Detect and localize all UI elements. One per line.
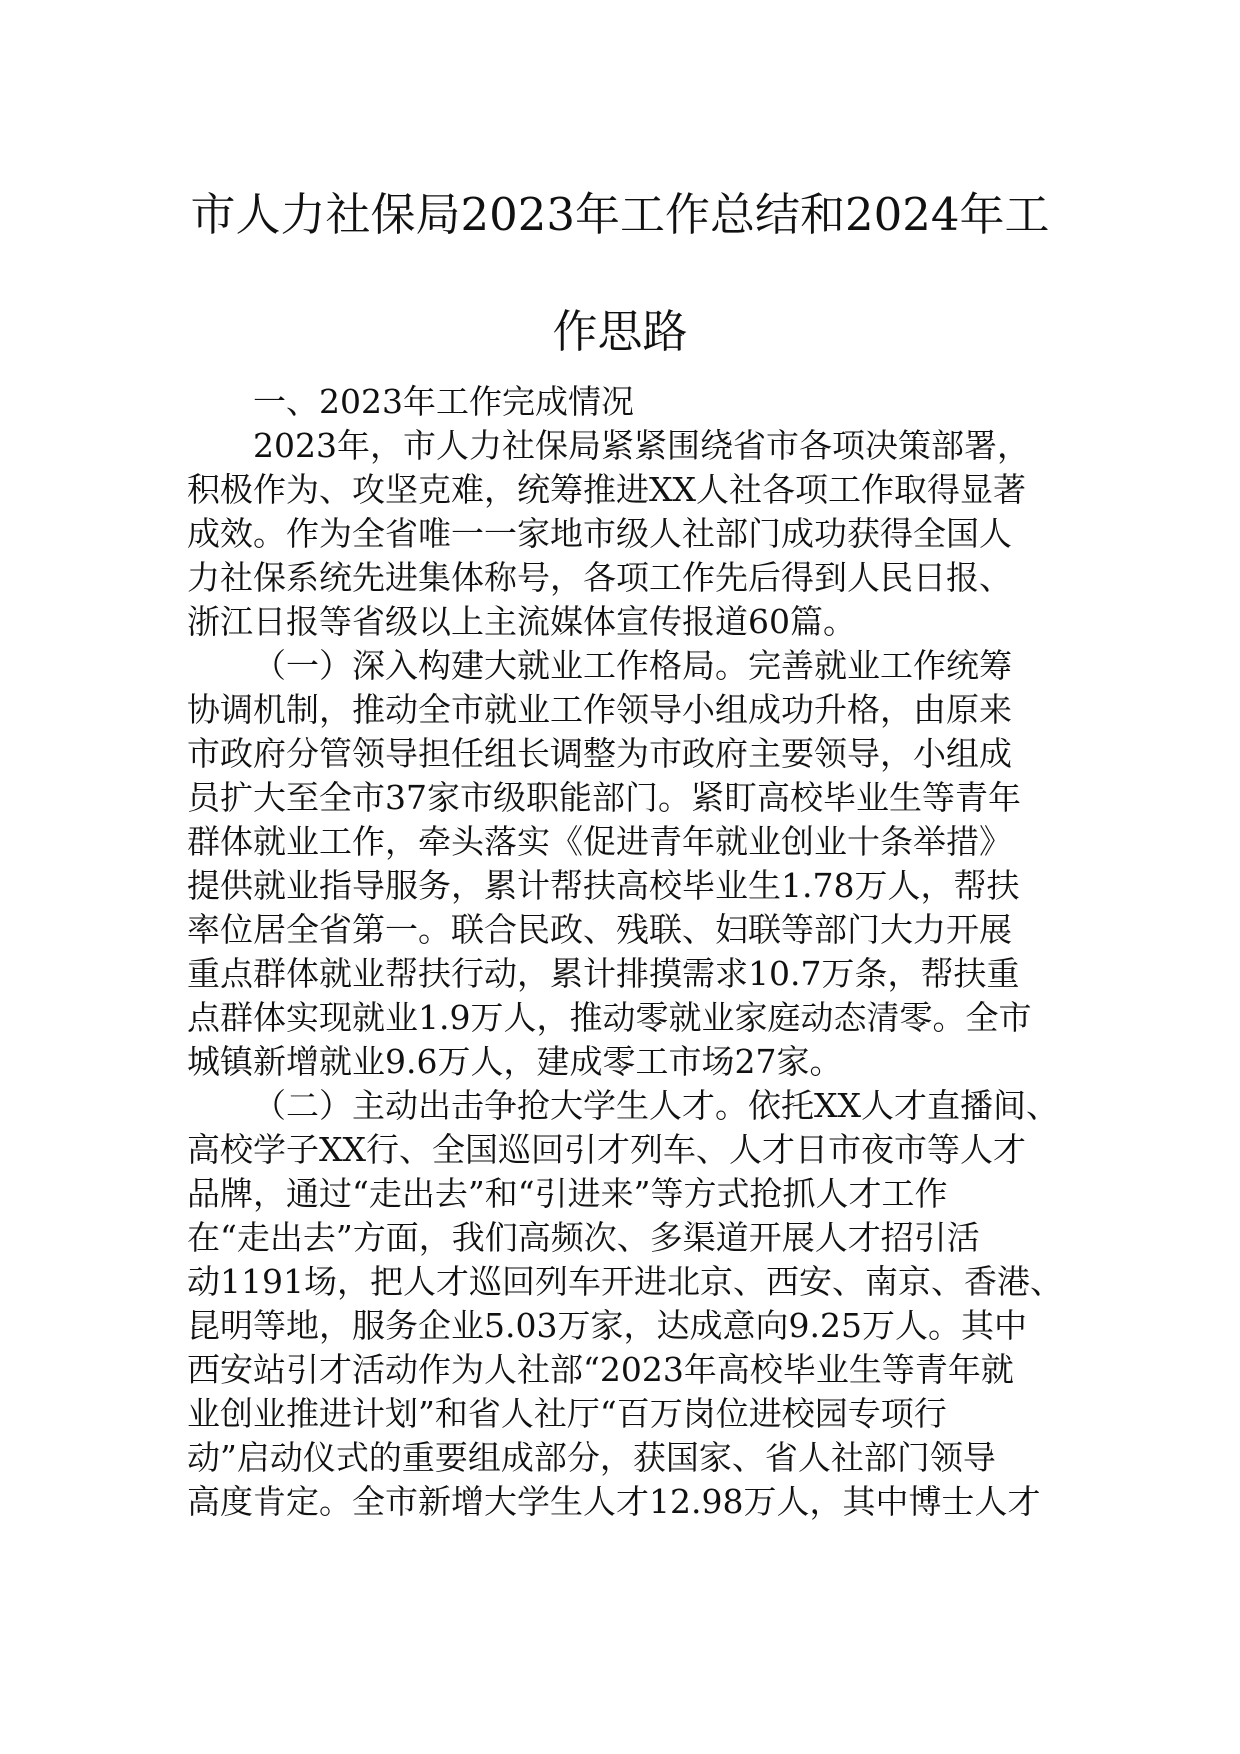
paragraph-line: 协调机制，推动全市就业工作领导小组成功升格，由原来 bbox=[187, 690, 1012, 729]
paragraph-line: 品牌，通过“走出去”和“引进来”等方式抢抓人才工作 bbox=[187, 1174, 948, 1213]
paragraph-line: 2023年，市人力社保局紧紧围绕省市各项决策部署， bbox=[253, 426, 1030, 465]
paragraph-line: （一）深入构建大就业工作格局。完善就业工作统筹 bbox=[253, 646, 1012, 685]
paragraph-line: 动”启动仪式的重要组成部分，获国家、省人社部门领导 bbox=[187, 1438, 996, 1477]
paragraph-line: 点群体实现就业1.9万人，推动零就业家庭动态清零。全市 bbox=[187, 998, 1032, 1037]
paragraph-line: 群体就业工作，牵头落实《促进青年就业创业十条举措》 bbox=[187, 822, 1012, 861]
paragraph-line: 城镇新增就业9.6万人，建成零工市场27家。 bbox=[187, 1042, 843, 1081]
paragraph-line: 提供就业指导服务，累计帮扶高校毕业生1.78万人，帮扶 bbox=[187, 866, 1020, 905]
paragraph-line: 在“走出去”方面，我们高频次、多渠道开展人才招引活 bbox=[187, 1218, 980, 1257]
section-heading: 一、2023年工作完成情况 bbox=[253, 382, 634, 421]
paragraph-line: 市政府分管领导担任组长调整为市政府主要领导，小组成 bbox=[187, 734, 1012, 773]
paragraph-line: （二）主动出击争抢大学生人才。依托XX人才直播间、 bbox=[253, 1086, 1059, 1125]
document-title-line-2: 作思路 bbox=[552, 305, 688, 358]
paragraph-line: 西安站引才活动作为人社部“2023年高校毕业生等青年就 bbox=[187, 1350, 1014, 1389]
paragraph-line: 昆明等地，服务企业5.03万家，达成意向9.25万人。其中 bbox=[187, 1306, 1027, 1345]
document-title-line-1: 市人力社保局2023年工作总结和2024年工 bbox=[190, 188, 1050, 241]
paragraph-line: 重点群体就业帮扶行动，累计排摸需求10.7万条，帮扶重 bbox=[187, 954, 1020, 993]
paragraph-line: 率位居全省第一。联合民政、残联、妇联等部门大力开展 bbox=[187, 910, 1012, 949]
paragraph-line: 成效。作为全省唯一一家地市级人社部门成功获得全国人 bbox=[187, 514, 1012, 553]
paragraph-line: 员扩大至全市37家市级职能部门。紧盯高校毕业生等青年 bbox=[187, 778, 1021, 817]
paragraph-line: 浙江日报等省级以上主流媒体宣传报道60篇。 bbox=[187, 602, 856, 641]
paragraph-line: 积极作为、攻坚克难，统筹推进XX人社各项工作取得显著 bbox=[187, 470, 1026, 509]
paragraph-line: 高校学子XX行、全国巡回引才列车、人才日市夜市等人才 bbox=[187, 1130, 1026, 1169]
paragraph-line: 高度肯定。全市新增大学生人才12.98万人，其中博士人才 bbox=[187, 1482, 1041, 1521]
paragraph-line: 力社保系统先进集体称号，各项工作先后得到人民日报、 bbox=[187, 558, 1012, 597]
paragraph-line: 动1191场，把人才巡回列车开进北京、西安、南京、香港、 bbox=[187, 1262, 1063, 1301]
paragraph-line: 业创业推进计划”和省人社厅“百万岗位进校园专项行 bbox=[187, 1394, 947, 1433]
